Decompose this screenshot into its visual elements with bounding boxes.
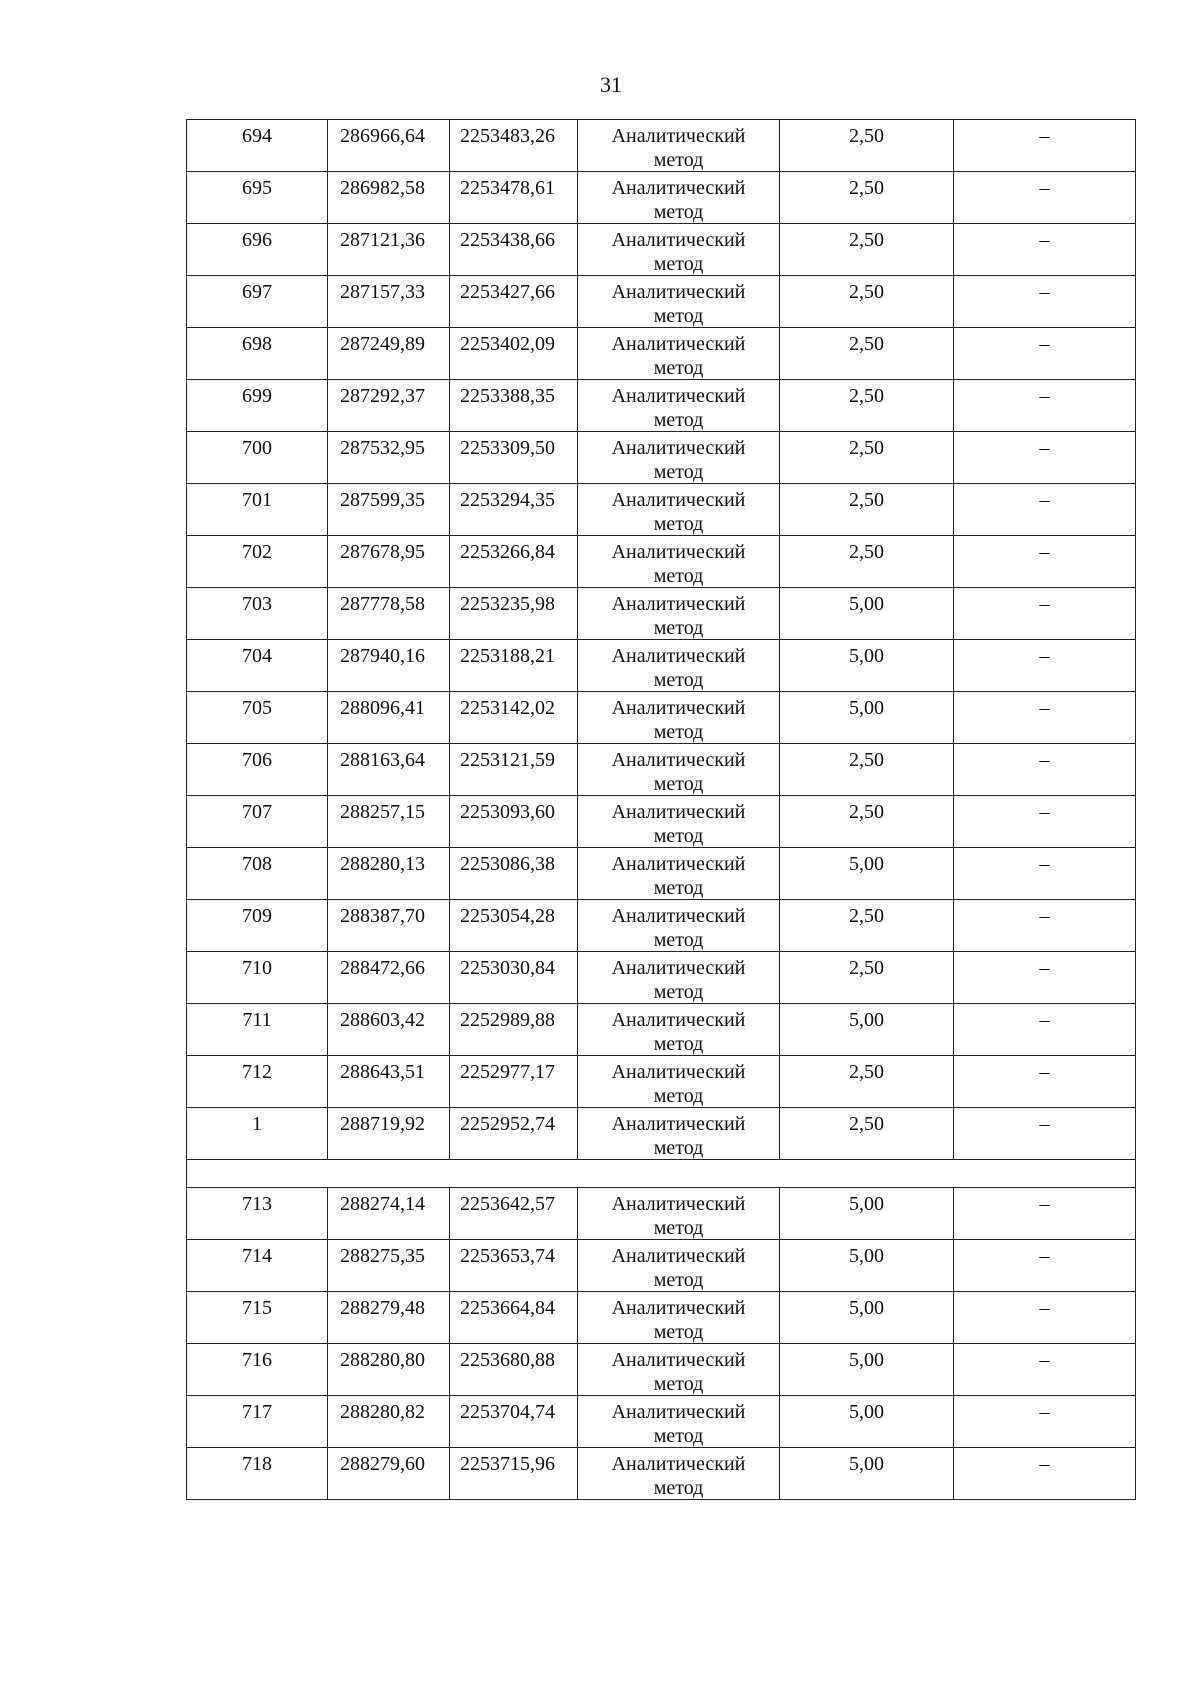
- point-number-cell: 703: [187, 588, 328, 640]
- y-coordinate-cell: 2253478,61: [450, 172, 578, 224]
- table-row: [187, 536, 1136, 588]
- method-text-line1: Аналитический: [611, 853, 746, 875]
- point-number-cell: 697: [187, 276, 328, 328]
- note-cell: –: [954, 380, 1136, 432]
- accuracy-cell: 5,00: [780, 588, 954, 640]
- note-cell: –: [954, 1240, 1136, 1292]
- table-row: [187, 588, 1136, 640]
- method-text-line1: Аналитический: [611, 1453, 746, 1475]
- y-coordinate-cell: 2253653,74: [450, 1240, 578, 1292]
- point-number-cell: 705: [187, 692, 328, 744]
- table-row: [187, 1240, 1136, 1292]
- accuracy-cell: 2,50: [780, 172, 954, 224]
- method-text-line1: Аналитический: [611, 1245, 746, 1267]
- method-cell: [578, 1448, 780, 1500]
- method-text-line1: Аналитический: [611, 1193, 746, 1215]
- table-row: [187, 224, 1136, 276]
- note-cell: –: [954, 1344, 1136, 1396]
- method-text-line1: Аналитический: [611, 749, 746, 771]
- method-text-line1: Аналитический: [611, 1401, 746, 1423]
- method-text-line1: Аналитический: [611, 177, 746, 199]
- page-number: 31: [600, 72, 622, 97]
- x-coordinate-cell: 288280,82: [328, 1396, 450, 1448]
- y-coordinate-cell: 2253427,66: [450, 276, 578, 328]
- point-number-cell: 716: [187, 1344, 328, 1396]
- method-text-line1: Аналитический: [611, 905, 746, 927]
- point-number-cell: 1: [187, 1108, 328, 1160]
- x-coordinate-cell: 287121,36: [328, 224, 450, 276]
- coordinates-table: [186, 119, 1136, 1500]
- note-cell: –: [954, 1004, 1136, 1056]
- point-number-cell: 711: [187, 1004, 328, 1056]
- note-cell: –: [954, 900, 1136, 952]
- table-row: [187, 640, 1136, 692]
- x-coordinate-cell: 287249,89: [328, 328, 450, 380]
- x-coordinate-cell: 288603,42: [328, 1004, 450, 1056]
- y-coordinate-cell: 2252952,74: [450, 1108, 578, 1160]
- accuracy-cell: 2,50: [780, 744, 954, 796]
- method-text-line2: метод: [653, 773, 704, 795]
- method-cell: [578, 432, 780, 484]
- note-cell: –: [954, 1448, 1136, 1500]
- note-cell: –: [954, 1292, 1136, 1344]
- point-number-cell: 699: [187, 380, 328, 432]
- table-row: [187, 432, 1136, 484]
- method-text-line1: Аналитический: [611, 1297, 746, 1319]
- x-coordinate-cell: 288719,92: [328, 1108, 450, 1160]
- method-text-line2: метод: [653, 461, 704, 483]
- x-coordinate-cell: 287940,16: [328, 640, 450, 692]
- x-coordinate-cell: 288643,51: [328, 1056, 450, 1108]
- accuracy-cell: 2,50: [780, 120, 954, 172]
- method-cell: [578, 900, 780, 952]
- method-text-line2: метод: [653, 409, 704, 431]
- method-text-line2: метод: [653, 1033, 704, 1055]
- table-row: [187, 900, 1136, 952]
- method-cell: [578, 120, 780, 172]
- note-cell: –: [954, 1188, 1136, 1240]
- method-cell: [578, 1108, 780, 1160]
- method-cell: [578, 1004, 780, 1056]
- accuracy-cell: 2,50: [780, 380, 954, 432]
- coordinates-table-body: [187, 120, 1136, 1500]
- method-cell: [578, 1344, 780, 1396]
- x-coordinate-cell: 288280,13: [328, 848, 450, 900]
- method-text-line1: Аналитический: [611, 489, 746, 511]
- x-coordinate-cell: 288257,15: [328, 796, 450, 848]
- method-cell: [578, 1396, 780, 1448]
- y-coordinate-cell: 2253235,98: [450, 588, 578, 640]
- y-coordinate-cell: 2253715,96: [450, 1448, 578, 1500]
- accuracy-cell: 2,50: [780, 224, 954, 276]
- table-row: [187, 1056, 1136, 1108]
- method-cell: [578, 692, 780, 744]
- note-cell: –: [954, 224, 1136, 276]
- y-coordinate-cell: 2253093,60: [450, 796, 578, 848]
- table-row: [187, 1344, 1136, 1396]
- y-coordinate-cell: 2252977,17: [450, 1056, 578, 1108]
- y-coordinate-cell: 2253309,50: [450, 432, 578, 484]
- method-text-line1: Аналитический: [611, 229, 746, 251]
- method-text-line1: Аналитический: [611, 1009, 746, 1031]
- note-cell: –: [954, 848, 1136, 900]
- method-text-line2: метод: [653, 1085, 704, 1107]
- accuracy-cell: 5,00: [780, 1292, 954, 1344]
- table-row: [187, 276, 1136, 328]
- method-cell: [578, 484, 780, 536]
- note-cell: –: [954, 172, 1136, 224]
- table-row: [187, 120, 1136, 172]
- y-coordinate-cell: 2253664,84: [450, 1292, 578, 1344]
- x-coordinate-cell: 288275,35: [328, 1240, 450, 1292]
- method-text-line2: метод: [653, 1373, 704, 1395]
- note-cell: –: [954, 328, 1136, 380]
- method-cell: [578, 172, 780, 224]
- method-cell: [578, 640, 780, 692]
- x-coordinate-cell: 288163,64: [328, 744, 450, 796]
- note-cell: –: [954, 744, 1136, 796]
- y-coordinate-cell: 2253054,28: [450, 900, 578, 952]
- note-cell: –: [954, 796, 1136, 848]
- method-cell: [578, 328, 780, 380]
- table-row: [187, 1108, 1136, 1160]
- accuracy-cell: 5,00: [780, 848, 954, 900]
- method-text-line2: метод: [653, 1269, 704, 1291]
- accuracy-cell: 5,00: [780, 1004, 954, 1056]
- y-coordinate-cell: 2253642,57: [450, 1188, 578, 1240]
- point-number-cell: 696: [187, 224, 328, 276]
- y-coordinate-cell: 2252989,88: [450, 1004, 578, 1056]
- note-cell: –: [954, 692, 1136, 744]
- point-number-cell: 698: [187, 328, 328, 380]
- separator-row: [187, 1160, 1136, 1188]
- separator-cell: [187, 1160, 1136, 1188]
- x-coordinate-cell: 287532,95: [328, 432, 450, 484]
- method-text-line1: Аналитический: [611, 697, 746, 719]
- accuracy-cell: 2,50: [780, 484, 954, 536]
- x-coordinate-cell: 287678,95: [328, 536, 450, 588]
- method-cell: [578, 380, 780, 432]
- x-coordinate-cell: 287599,35: [328, 484, 450, 536]
- method-text-line1: Аналитический: [611, 645, 746, 667]
- table-row: [187, 796, 1136, 848]
- x-coordinate-cell: 288387,70: [328, 900, 450, 952]
- method-cell: [578, 848, 780, 900]
- accuracy-cell: 2,50: [780, 1108, 954, 1160]
- note-cell: –: [954, 1056, 1136, 1108]
- y-coordinate-cell: 2253388,35: [450, 380, 578, 432]
- y-coordinate-cell: 2253121,59: [450, 744, 578, 796]
- x-coordinate-cell: 288274,14: [328, 1188, 450, 1240]
- y-coordinate-cell: 2253680,88: [450, 1344, 578, 1396]
- method-text-line1: Аналитический: [611, 1349, 746, 1371]
- method-text-line2: метод: [653, 305, 704, 327]
- accuracy-cell: 2,50: [780, 1056, 954, 1108]
- point-number-cell: 700: [187, 432, 328, 484]
- method-text-line2: метод: [653, 617, 704, 639]
- note-cell: –: [954, 1108, 1136, 1160]
- x-coordinate-cell: 286982,58: [328, 172, 450, 224]
- method-text-line1: Аналитический: [611, 541, 746, 563]
- y-coordinate-cell: 2253483,26: [450, 120, 578, 172]
- method-text-line2: метод: [653, 513, 704, 535]
- point-number-cell: 709: [187, 900, 328, 952]
- y-coordinate-cell: 2253294,35: [450, 484, 578, 536]
- method-text-line2: метод: [653, 1137, 704, 1159]
- x-coordinate-cell: 288280,80: [328, 1344, 450, 1396]
- y-coordinate-cell: 2253402,09: [450, 328, 578, 380]
- method-cell: [578, 588, 780, 640]
- method-text-line1: Аналитический: [611, 1061, 746, 1083]
- table-row: [187, 380, 1136, 432]
- note-cell: –: [954, 276, 1136, 328]
- note-cell: –: [954, 640, 1136, 692]
- point-number-cell: 694: [187, 120, 328, 172]
- y-coordinate-cell: 2253188,21: [450, 640, 578, 692]
- point-number-cell: 704: [187, 640, 328, 692]
- x-coordinate-cell: 288279,60: [328, 1448, 450, 1500]
- point-number-cell: 714: [187, 1240, 328, 1292]
- method-cell: [578, 224, 780, 276]
- accuracy-cell: 2,50: [780, 796, 954, 848]
- accuracy-cell: 5,00: [780, 1344, 954, 1396]
- table-row: [187, 744, 1136, 796]
- table-row: [187, 1396, 1136, 1448]
- point-number-cell: 708: [187, 848, 328, 900]
- method-text-line2: метод: [653, 981, 704, 1003]
- accuracy-cell: 2,50: [780, 900, 954, 952]
- method-text-line2: метод: [653, 1321, 704, 1343]
- method-text-line2: метод: [653, 929, 704, 951]
- y-coordinate-cell: 2253704,74: [450, 1396, 578, 1448]
- method-text-line2: метод: [653, 1477, 704, 1499]
- y-coordinate-cell: 2253030,84: [450, 952, 578, 1004]
- x-coordinate-cell: 288096,41: [328, 692, 450, 744]
- accuracy-cell: 5,00: [780, 1188, 954, 1240]
- accuracy-cell: 5,00: [780, 640, 954, 692]
- table-row: [187, 484, 1136, 536]
- point-number-cell: 707: [187, 796, 328, 848]
- accuracy-cell: 5,00: [780, 1396, 954, 1448]
- note-cell: –: [954, 536, 1136, 588]
- point-number-cell: 695: [187, 172, 328, 224]
- point-number-cell: 712: [187, 1056, 328, 1108]
- y-coordinate-cell: 2253142,02: [450, 692, 578, 744]
- y-coordinate-cell: 2253438,66: [450, 224, 578, 276]
- x-coordinate-cell: 287292,37: [328, 380, 450, 432]
- point-number-cell: 713: [187, 1188, 328, 1240]
- y-coordinate-cell: 2253266,84: [450, 536, 578, 588]
- accuracy-cell: 2,50: [780, 276, 954, 328]
- method-text-line1: Аналитический: [611, 125, 746, 147]
- table-row: [187, 1188, 1136, 1240]
- x-coordinate-cell: 286966,64: [328, 120, 450, 172]
- table-row: [187, 1448, 1136, 1500]
- method-text-line2: метод: [653, 565, 704, 587]
- x-coordinate-cell: 287778,58: [328, 588, 450, 640]
- table-row: [187, 692, 1136, 744]
- method-text-line1: Аналитический: [611, 801, 746, 823]
- accuracy-cell: 5,00: [780, 1240, 954, 1292]
- method-text-line2: метод: [653, 669, 704, 691]
- y-coordinate-cell: 2253086,38: [450, 848, 578, 900]
- point-number-cell: 702: [187, 536, 328, 588]
- accuracy-cell: 2,50: [780, 328, 954, 380]
- method-text-line2: метод: [653, 149, 704, 171]
- method-text-line1: Аналитический: [611, 593, 746, 615]
- method-cell: [578, 1056, 780, 1108]
- table-row: [187, 952, 1136, 1004]
- method-text-line1: Аналитический: [611, 437, 746, 459]
- method-text-line2: метод: [653, 1425, 704, 1447]
- accuracy-cell: 2,50: [780, 952, 954, 1004]
- method-cell: [578, 276, 780, 328]
- point-number-cell: 715: [187, 1292, 328, 1344]
- method-text-line2: метод: [653, 253, 704, 275]
- accuracy-cell: 5,00: [780, 1448, 954, 1500]
- method-cell: [578, 1292, 780, 1344]
- table-row: [187, 1004, 1136, 1056]
- method-text-line1: Аналитический: [611, 385, 746, 407]
- point-number-cell: 718: [187, 1448, 328, 1500]
- table-row: [187, 848, 1136, 900]
- x-coordinate-cell: 288472,66: [328, 952, 450, 1004]
- method-text-line1: Аналитический: [611, 1113, 746, 1135]
- accuracy-cell: 2,50: [780, 432, 954, 484]
- accuracy-cell: 2,50: [780, 536, 954, 588]
- point-number-cell: 710: [187, 952, 328, 1004]
- x-coordinate-cell: 287157,33: [328, 276, 450, 328]
- method-text-line1: Аналитический: [611, 333, 746, 355]
- point-number-cell: 706: [187, 744, 328, 796]
- note-cell: –: [954, 1396, 1136, 1448]
- note-cell: –: [954, 120, 1136, 172]
- table-row: [187, 1292, 1136, 1344]
- method-text-line1: Аналитический: [611, 281, 746, 303]
- note-cell: –: [954, 432, 1136, 484]
- method-cell: [578, 952, 780, 1004]
- accuracy-cell: 5,00: [780, 692, 954, 744]
- method-cell: [578, 796, 780, 848]
- method-text-line1: Аналитический: [611, 957, 746, 979]
- method-cell: [578, 1240, 780, 1292]
- table-row: [187, 328, 1136, 380]
- method-cell: [578, 1188, 780, 1240]
- table-row: [187, 172, 1136, 224]
- note-cell: –: [954, 588, 1136, 640]
- method-cell: [578, 744, 780, 796]
- method-text-line2: метод: [653, 1217, 704, 1239]
- note-cell: –: [954, 952, 1136, 1004]
- method-text-line2: метод: [653, 877, 704, 899]
- method-text-line2: метод: [653, 357, 704, 379]
- x-coordinate-cell: 288279,48: [328, 1292, 450, 1344]
- point-number-cell: 717: [187, 1396, 328, 1448]
- method-text-line2: метод: [653, 201, 704, 223]
- method-text-line2: метод: [653, 721, 704, 743]
- method-cell: [578, 536, 780, 588]
- note-cell: –: [954, 484, 1136, 536]
- method-text-line2: метод: [653, 825, 704, 847]
- point-number-cell: 701: [187, 484, 328, 536]
